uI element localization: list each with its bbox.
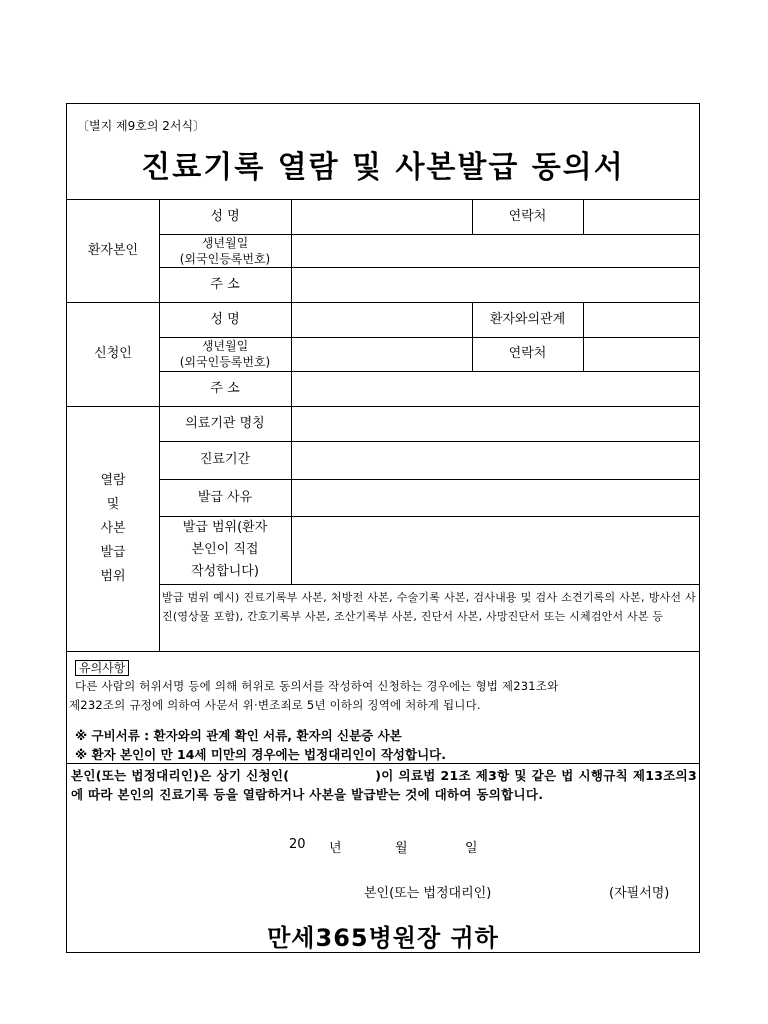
minor-note: ※ 환자 본인이 만 14세 미만의 경우에는 법정대리인이 작성합니다. xyxy=(75,747,446,762)
applicant-birth-label xyxy=(159,337,291,371)
notice-line1: 다른 사람의 허위서명 등에 의해 허위로 동의서를 작성하여 신청하는 경우에는 형법 제231조와 xyxy=(75,679,559,693)
scope-field[interactable] xyxy=(292,517,698,583)
notice-badge-label: 유의사항 xyxy=(75,660,129,676)
issuance-label-line: 및 xyxy=(106,496,120,512)
patient-section-label: 환자본인 xyxy=(87,242,139,258)
patient-birth-label xyxy=(159,234,291,267)
required-documents-note: ※ 구비서류 : 환자와의 관계 확인 서류, 환자의 신분증 사본 xyxy=(75,728,402,743)
institution-label: 의료기관 명칭 xyxy=(185,415,265,431)
applicant-section-label: 신청인 xyxy=(94,346,132,362)
applicant-birth-label-line2: (외국인등록번호) xyxy=(179,355,271,369)
notice-line2: 제232조의 규정에 의하여 사문서 위·변조죄로 5년 이하의 징역에 처하게 됩니다. xyxy=(69,698,481,712)
patient-contact-field[interactable] xyxy=(584,200,698,233)
period-field[interactable] xyxy=(292,442,698,478)
signature-label: 본인(또는 법정대리인) xyxy=(364,886,492,901)
applicant-relation-label: 환자와의관계 xyxy=(489,311,566,327)
applicant-relation-field[interactable] xyxy=(584,303,698,336)
notice-badge xyxy=(75,657,129,676)
consent-part1: 본인(또는 법정대리인)은 상기 신청인( xyxy=(71,768,290,783)
consent-statement xyxy=(71,766,697,804)
issuance-label-line: 열람 xyxy=(100,472,126,488)
consent-form xyxy=(66,103,700,953)
applicant-address-field[interactable] xyxy=(292,372,698,405)
applicant-address-label: 주 소 xyxy=(210,380,240,396)
scope-example: 발급 범위 예시) 진료기록부 사본, 처방전 사본, 수술기록 사본, 검사내용 및 검사 소견기록의 사본, 방사선 사진(영상물 포함), 간호기록부 사본, 조산기록부 사본, 진단서 사본, 사망진단서 또는 시체검안서 사본 등 xyxy=(162,591,696,623)
form-code: 〔별지 제9호의 2서식〕 xyxy=(77,119,206,133)
scope-label-line1: 발급 범위(환자 xyxy=(182,520,268,535)
date-day: 일 xyxy=(465,841,478,856)
applicant-contact-field[interactable] xyxy=(584,338,698,370)
addressee: 만세365병원장 귀하 xyxy=(267,924,499,952)
signature-note: (자필서명) xyxy=(609,886,670,901)
applicant-name-field[interactable] xyxy=(292,303,471,336)
patient-address-field[interactable] xyxy=(292,268,698,301)
patient-name-label: 성 명 xyxy=(210,208,240,224)
institution-field[interactable] xyxy=(292,407,698,440)
patient-address-label: 주 소 xyxy=(210,276,240,292)
issuance-section-label xyxy=(67,406,159,651)
applicant-contact-label: 연락처 xyxy=(508,346,547,362)
patient-name-field[interactable] xyxy=(292,200,471,233)
patient-birth-field[interactable] xyxy=(292,235,698,266)
date-prefix: 20 xyxy=(289,837,306,852)
date-month: 월 xyxy=(395,841,408,856)
consent-part2: )이 의료법 21조 제3항 및 같은 법 시행규칙 제13조의3에 따라 본인의 진료기록 등을 열람하거나 사본을 발급받는 것에 대하여 동의합니다. xyxy=(71,768,697,802)
issuance-label-line: 사본 xyxy=(100,520,126,536)
patient-birth-label-line1: 생년월일 xyxy=(201,235,249,250)
scope-label xyxy=(159,516,291,584)
patient-contact-label: 연락처 xyxy=(508,208,547,224)
form-title: 진료기록 열람 및 사본발급 동의서 xyxy=(141,150,625,185)
reason-label: 발급 사유 xyxy=(197,489,253,505)
date-year: 년 xyxy=(329,841,342,856)
patient-birth-label-line2: (외국인등록번호) xyxy=(179,251,271,266)
scope-label-line3: 작성합니다) xyxy=(191,564,259,579)
applicant-name-label: 성 명 xyxy=(210,311,240,327)
reason-field[interactable] xyxy=(292,480,698,515)
scope-label-line2: 본인이 직접 xyxy=(191,542,259,557)
period-label: 진료기간 xyxy=(199,452,251,468)
issuance-label-line: 발급 xyxy=(100,544,126,560)
issuance-label-line: 범위 xyxy=(100,568,126,584)
applicant-birth-field[interactable] xyxy=(292,338,471,370)
applicant-birth-label-line1: 생년월일 xyxy=(201,339,249,353)
